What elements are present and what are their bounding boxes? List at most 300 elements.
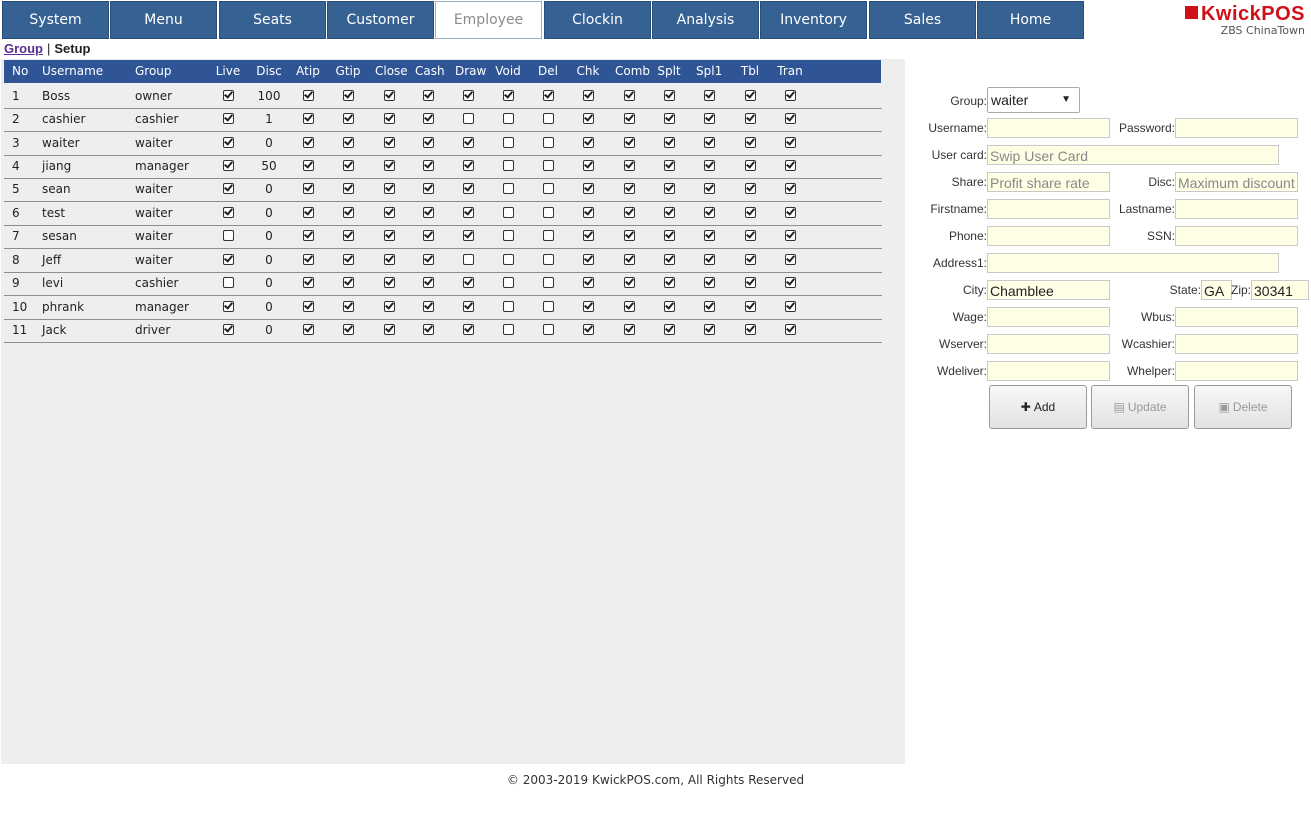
splt-checkbox[interactable] [664, 207, 675, 218]
chk-checkbox[interactable] [583, 230, 594, 241]
column-header-spl1[interactable]: Spl1 [696, 64, 723, 78]
spl1-checkbox[interactable] [704, 207, 715, 218]
tab-customer[interactable]: Customer [327, 1, 434, 39]
draw-checkbox[interactable] [463, 90, 474, 101]
table-row[interactable] [4, 296, 882, 320]
group-select[interactable] [987, 87, 1080, 113]
tran-checkbox[interactable] [785, 137, 796, 148]
column-header-username[interactable]: Username [42, 64, 104, 78]
tran-checkbox[interactable] [785, 160, 796, 171]
splt-cell [656, 225, 682, 248]
tbl-cell [737, 85, 763, 108]
void-checkbox[interactable] [503, 301, 514, 312]
wcashier-input[interactable] [1175, 334, 1298, 354]
close-checkbox[interactable] [384, 90, 395, 101]
del-cell [535, 202, 561, 225]
firstname-input[interactable] [987, 199, 1110, 219]
spl1-checkbox[interactable] [704, 230, 715, 241]
void-checkbox[interactable] [503, 324, 514, 335]
tab-home[interactable]: Home [977, 1, 1084, 39]
tran-checkbox[interactable] [785, 207, 796, 218]
draw-checkbox[interactable] [463, 301, 474, 312]
tbl-checkbox[interactable] [745, 160, 756, 171]
tran-checkbox[interactable] [785, 183, 796, 194]
column-header-cash[interactable]: Cash [415, 64, 445, 78]
tab-analysis[interactable]: Analysis [652, 1, 759, 39]
row-number: 1 [12, 89, 20, 103]
row-number: 8 [12, 253, 20, 267]
group-label: Group: [950, 94, 987, 108]
del-checkbox[interactable] [543, 183, 554, 194]
draw-cell [455, 85, 481, 108]
atip-cell [295, 132, 321, 155]
tbl-cell [737, 202, 763, 225]
void-checkbox[interactable] [503, 113, 514, 124]
gtip-checkbox[interactable] [343, 183, 354, 194]
spl1-checkbox[interactable] [704, 137, 715, 148]
live-checkbox[interactable] [223, 90, 234, 101]
spl1-checkbox[interactable] [704, 160, 715, 171]
del-cell [535, 155, 561, 178]
gtip-checkbox[interactable] [343, 324, 354, 335]
disc-cell: 0 [265, 276, 273, 290]
group-cell: cashier [135, 112, 179, 126]
row-number: 7 [12, 229, 20, 243]
table-row[interactable] [4, 249, 882, 273]
tbl-checkbox[interactable] [745, 254, 756, 265]
add-button[interactable] [989, 385, 1087, 429]
whelper-input[interactable] [1175, 361, 1298, 381]
tab-menu[interactable]: Menu [110, 1, 217, 39]
void-checkbox[interactable] [503, 183, 514, 194]
live-cell [215, 225, 241, 248]
atip-checkbox[interactable] [303, 183, 314, 194]
gtip-cell [335, 272, 361, 295]
tbl-checkbox[interactable] [745, 230, 756, 241]
close-checkbox[interactable] [384, 183, 395, 194]
close-cell [375, 272, 403, 295]
state-label: State: [1169, 283, 1201, 297]
tab-seats[interactable]: Seats [219, 1, 326, 39]
tran-checkbox[interactable] [785, 301, 796, 312]
wdeliver-input[interactable] [987, 361, 1110, 381]
del-checkbox[interactable] [543, 137, 554, 148]
row-number: 2 [12, 112, 20, 126]
spl1-checkbox[interactable] [704, 277, 715, 288]
splt-cell [656, 296, 682, 319]
column-header-draw[interactable]: Draw [455, 64, 487, 78]
column-header-close[interactable]: Close [375, 64, 408, 78]
username-cell: sean [42, 182, 71, 196]
comb-cell [615, 296, 643, 319]
cash-checkbox[interactable] [423, 207, 434, 218]
comb-checkbox[interactable] [624, 113, 635, 124]
splt-cell [656, 202, 682, 225]
void-checkbox[interactable] [503, 254, 514, 265]
spl1-checkbox[interactable] [704, 254, 715, 265]
column-header-gtip[interactable]: Gtip [335, 64, 361, 78]
draw-checkbox[interactable] [463, 324, 474, 335]
draw-checkbox[interactable] [463, 277, 474, 288]
comb-checkbox[interactable] [624, 301, 635, 312]
table-row[interactable] [4, 85, 882, 109]
employee-table-panel [1, 59, 905, 764]
gtip-cell [335, 85, 361, 108]
column-header-atip[interactable]: Atip [296, 64, 320, 78]
gtip-checkbox[interactable] [343, 90, 354, 101]
tab-employee[interactable]: Employee [435, 1, 542, 39]
gtip-checkbox[interactable] [343, 230, 354, 241]
gtip-checkbox[interactable] [343, 254, 354, 265]
splt-checkbox[interactable] [664, 301, 675, 312]
del-checkbox[interactable] [543, 113, 554, 124]
share-input[interactable]: Profit share rate [987, 172, 1110, 192]
close-checkbox[interactable] [384, 254, 395, 265]
live-checkbox[interactable] [223, 207, 234, 218]
cash-cell [415, 319, 441, 342]
column-header-void[interactable]: Void [495, 64, 521, 78]
state-input[interactable]: GA [1201, 280, 1232, 300]
live-checkbox[interactable] [223, 160, 234, 171]
chk-cell [575, 225, 601, 248]
del-checkbox[interactable] [543, 207, 554, 218]
void-checkbox[interactable] [503, 90, 514, 101]
chk-checkbox[interactable] [583, 137, 594, 148]
tran-cell [777, 249, 803, 272]
chk-checkbox[interactable] [583, 301, 594, 312]
splt-checkbox[interactable] [664, 324, 675, 335]
tab-clockin[interactable]: Clockin [544, 1, 651, 39]
update-button[interactable] [1091, 385, 1189, 429]
void-checkbox[interactable] [503, 160, 514, 171]
draw-cell [455, 319, 481, 342]
close-checkbox[interactable] [384, 160, 395, 171]
gtip-checkbox[interactable] [343, 277, 354, 288]
table-row[interactable] [4, 178, 882, 202]
cash-checkbox[interactable] [423, 90, 434, 101]
tran-checkbox[interactable] [785, 230, 796, 241]
atip-checkbox[interactable] [303, 324, 314, 335]
atip-cell [295, 319, 321, 342]
column-header-live[interactable]: Live [215, 64, 241, 78]
close-cell [375, 319, 403, 342]
comb-cell [615, 202, 643, 225]
draw-checkbox[interactable] [463, 137, 474, 148]
atip-checkbox[interactable] [303, 277, 314, 288]
column-header-splt[interactable]: Splt [657, 64, 681, 78]
comb-cell [615, 319, 643, 342]
wbus-label: Wbus: [1140, 310, 1175, 324]
live-cell [215, 296, 241, 319]
void-checkbox[interactable] [503, 207, 514, 218]
del-cell [535, 272, 561, 295]
del-checkbox[interactable] [543, 230, 554, 241]
splt-checkbox[interactable] [664, 90, 675, 101]
atip-checkbox[interactable] [303, 113, 314, 124]
comb-cell [615, 108, 643, 131]
chk-cell [575, 155, 601, 178]
close-cell [375, 155, 403, 178]
live-cell [215, 132, 241, 155]
draw-checkbox[interactable] [463, 183, 474, 194]
wbus-input[interactable] [1175, 307, 1298, 327]
live-cell [215, 85, 241, 108]
table-row[interactable] [4, 225, 882, 249]
breadcrumb-group-link[interactable]: Group [4, 41, 43, 56]
phone-input[interactable] [987, 226, 1110, 246]
del-checkbox[interactable] [543, 277, 554, 288]
table-row[interactable] [4, 132, 882, 156]
del-checkbox[interactable] [543, 90, 554, 101]
draw-checkbox[interactable] [463, 160, 474, 171]
close-checkbox[interactable] [384, 207, 395, 218]
live-cell [215, 202, 241, 225]
username-label: Username: [928, 121, 987, 135]
void-cell [495, 319, 521, 342]
save-icon: ▤ [1113, 400, 1125, 414]
tab-sales[interactable]: Sales [869, 1, 976, 39]
cash-checkbox[interactable] [423, 137, 434, 148]
whelper-label: Whelper: [1126, 364, 1175, 378]
close-checkbox[interactable] [384, 137, 395, 148]
cash-checkbox[interactable] [423, 160, 434, 171]
disc-cell: 0 [265, 136, 273, 150]
close-checkbox[interactable] [384, 301, 395, 312]
column-header-tran[interactable]: Tran [777, 64, 803, 78]
gtip-checkbox[interactable] [343, 113, 354, 124]
close-checkbox[interactable] [384, 113, 395, 124]
tbl-checkbox[interactable] [745, 113, 756, 124]
tran-checkbox[interactable] [785, 254, 796, 265]
firstname-label: Firstname: [930, 202, 987, 216]
chk-checkbox[interactable] [583, 324, 594, 335]
comb-checkbox[interactable] [624, 137, 635, 148]
spl1-checkbox[interactable] [704, 113, 715, 124]
cash-checkbox[interactable] [423, 254, 434, 265]
chk-checkbox[interactable] [583, 160, 594, 171]
atip-checkbox[interactable] [303, 254, 314, 265]
tab-system[interactable]: System [2, 1, 109, 39]
group-cell: waiter [135, 206, 173, 220]
city-input[interactable]: Chamblee [987, 280, 1110, 300]
lastname-input[interactable] [1175, 199, 1298, 219]
tab-inventory[interactable]: Inventory [760, 1, 867, 39]
tbl-checkbox[interactable] [745, 137, 756, 148]
spl1-checkbox[interactable] [704, 90, 715, 101]
tbl-checkbox[interactable] [745, 324, 756, 335]
atip-checkbox[interactable] [303, 207, 314, 218]
gtip-checkbox[interactable] [343, 137, 354, 148]
ssn-input[interactable] [1175, 226, 1298, 246]
user-card-input[interactable]: Swip User Card [987, 145, 1279, 165]
del-checkbox[interactable] [543, 254, 554, 265]
column-header-tbl[interactable]: Tbl [740, 64, 760, 78]
comb-checkbox[interactable] [624, 254, 635, 265]
comb-checkbox[interactable] [624, 183, 635, 194]
spl1-cell [696, 225, 722, 248]
gtip-checkbox[interactable] [343, 207, 354, 218]
wage-input[interactable] [987, 307, 1110, 327]
column-header-group[interactable]: Group [135, 64, 172, 78]
tbl-cell [737, 132, 763, 155]
column-header-del[interactable]: Del [538, 64, 558, 78]
comb-cell [615, 178, 643, 201]
username-input[interactable] [987, 118, 1110, 138]
cash-checkbox[interactable] [423, 301, 434, 312]
close-checkbox[interactable] [384, 277, 395, 288]
del-checkbox[interactable] [543, 160, 554, 171]
username-cell: jiang [42, 159, 72, 173]
void-checkbox[interactable] [503, 137, 514, 148]
chk-checkbox[interactable] [583, 254, 594, 265]
live-checkbox[interactable] [223, 254, 234, 265]
draw-checkbox[interactable] [463, 254, 474, 265]
spl1-cell [696, 155, 722, 178]
tbl-checkbox[interactable] [745, 301, 756, 312]
draw-cell [455, 155, 481, 178]
table-row[interactable] [4, 319, 882, 343]
cash-cell [415, 155, 441, 178]
tbl-cell [737, 249, 763, 272]
chk-cell [575, 178, 601, 201]
column-header-comb[interactable]: Comb [615, 64, 651, 78]
cash-checkbox[interactable] [423, 113, 434, 124]
group-cell: driver [135, 323, 171, 337]
chk-checkbox[interactable] [583, 207, 594, 218]
table-row[interactable] [4, 108, 882, 132]
void-cell [495, 296, 521, 319]
live-cell [215, 319, 241, 342]
cash-checkbox[interactable] [423, 277, 434, 288]
live-checkbox[interactable] [223, 113, 234, 124]
comb-checkbox[interactable] [624, 160, 635, 171]
table-row[interactable] [4, 155, 882, 179]
username-cell: phrank [42, 300, 85, 314]
comb-checkbox[interactable] [624, 277, 635, 288]
delete-button[interactable] [1194, 385, 1292, 429]
close-cell [375, 296, 403, 319]
comb-checkbox[interactable] [624, 230, 635, 241]
tbl-checkbox[interactable] [745, 183, 756, 194]
void-cell [495, 249, 521, 272]
splt-checkbox[interactable] [664, 137, 675, 148]
chk-checkbox[interactable] [583, 277, 594, 288]
close-checkbox[interactable] [384, 324, 395, 335]
table-row[interactable] [4, 202, 882, 226]
tran-cell [777, 319, 803, 342]
close-checkbox[interactable] [384, 230, 395, 241]
share-label: Share: [951, 175, 987, 189]
zip-input[interactable]: 30341 [1251, 280, 1309, 300]
table-header [4, 60, 881, 83]
atip-checkbox[interactable] [303, 301, 314, 312]
tran-checkbox[interactable] [785, 113, 796, 124]
spl1-checkbox[interactable] [704, 183, 715, 194]
tran-cell [777, 178, 803, 201]
password-input[interactable] [1175, 118, 1298, 138]
chk-checkbox[interactable] [583, 183, 594, 194]
splt-cell [656, 132, 682, 155]
void-checkbox[interactable] [503, 277, 514, 288]
atip-checkbox[interactable] [303, 160, 314, 171]
cash-cell [415, 85, 441, 108]
row-number: 11 [12, 323, 28, 337]
cash-checkbox[interactable] [423, 324, 434, 335]
splt-checkbox[interactable] [664, 183, 675, 194]
tran-checkbox[interactable] [785, 324, 796, 335]
add-button-label: Add [1033, 400, 1056, 414]
live-checkbox[interactable] [223, 230, 234, 241]
tran-checkbox[interactable] [785, 90, 796, 101]
live-checkbox[interactable] [223, 137, 234, 148]
gtip-cell [335, 319, 361, 342]
table-row[interactable] [4, 272, 882, 296]
chk-cell [575, 85, 601, 108]
chk-checkbox[interactable] [583, 113, 594, 124]
draw-checkbox[interactable] [463, 207, 474, 218]
address1-input[interactable] [987, 253, 1279, 273]
live-checkbox[interactable] [223, 183, 234, 194]
tran-checkbox[interactable] [785, 277, 796, 288]
gtip-checkbox[interactable] [343, 160, 354, 171]
chk-checkbox[interactable] [583, 90, 594, 101]
column-header-chk[interactable]: Chk [576, 64, 600, 78]
live-checkbox[interactable] [223, 277, 234, 288]
void-checkbox[interactable] [503, 230, 514, 241]
splt-checkbox[interactable] [664, 254, 675, 265]
splt-checkbox[interactable] [664, 230, 675, 241]
atip-checkbox[interactable] [303, 90, 314, 101]
comb-checkbox[interactable] [624, 207, 635, 218]
spl1-checkbox[interactable] [704, 324, 715, 335]
live-checkbox[interactable] [223, 324, 234, 335]
footer-copyright: © 2003-2019 KwickPOS.com, All Rights Reserved [506, 773, 805, 787]
tbl-checkbox[interactable] [745, 207, 756, 218]
del-checkbox[interactable] [543, 301, 554, 312]
draw-checkbox[interactable] [463, 230, 474, 241]
tbl-checkbox[interactable] [745, 90, 756, 101]
del-cell [535, 319, 561, 342]
comb-checkbox[interactable] [624, 324, 635, 335]
atip-checkbox[interactable] [303, 137, 314, 148]
breadcrumb-separator: | [47, 41, 51, 56]
cash-checkbox[interactable] [423, 230, 434, 241]
disc-input[interactable]: Maximum discount [1175, 172, 1298, 192]
spl1-checkbox[interactable] [704, 301, 715, 312]
del-checkbox[interactable] [543, 324, 554, 335]
comb-cell [615, 132, 643, 155]
splt-checkbox[interactable] [664, 277, 675, 288]
comb-checkbox[interactable] [624, 90, 635, 101]
column-header-disc[interactable]: Disc [256, 64, 282, 78]
splt-checkbox[interactable] [664, 113, 675, 124]
live-checkbox[interactable] [223, 301, 234, 312]
draw-checkbox[interactable] [463, 113, 474, 124]
disc-cell: 0 [265, 323, 273, 337]
group-cell: waiter [135, 136, 173, 150]
tbl-checkbox[interactable] [745, 277, 756, 288]
del-cell [535, 85, 561, 108]
wserver-input[interactable] [987, 334, 1110, 354]
column-header-no[interactable]: No [12, 64, 29, 78]
tbl-cell [737, 296, 763, 319]
void-cell [495, 272, 521, 295]
group-cell: waiter [135, 253, 173, 267]
cash-checkbox[interactable] [423, 183, 434, 194]
splt-checkbox[interactable] [664, 160, 675, 171]
gtip-checkbox[interactable] [343, 301, 354, 312]
atip-checkbox[interactable] [303, 230, 314, 241]
